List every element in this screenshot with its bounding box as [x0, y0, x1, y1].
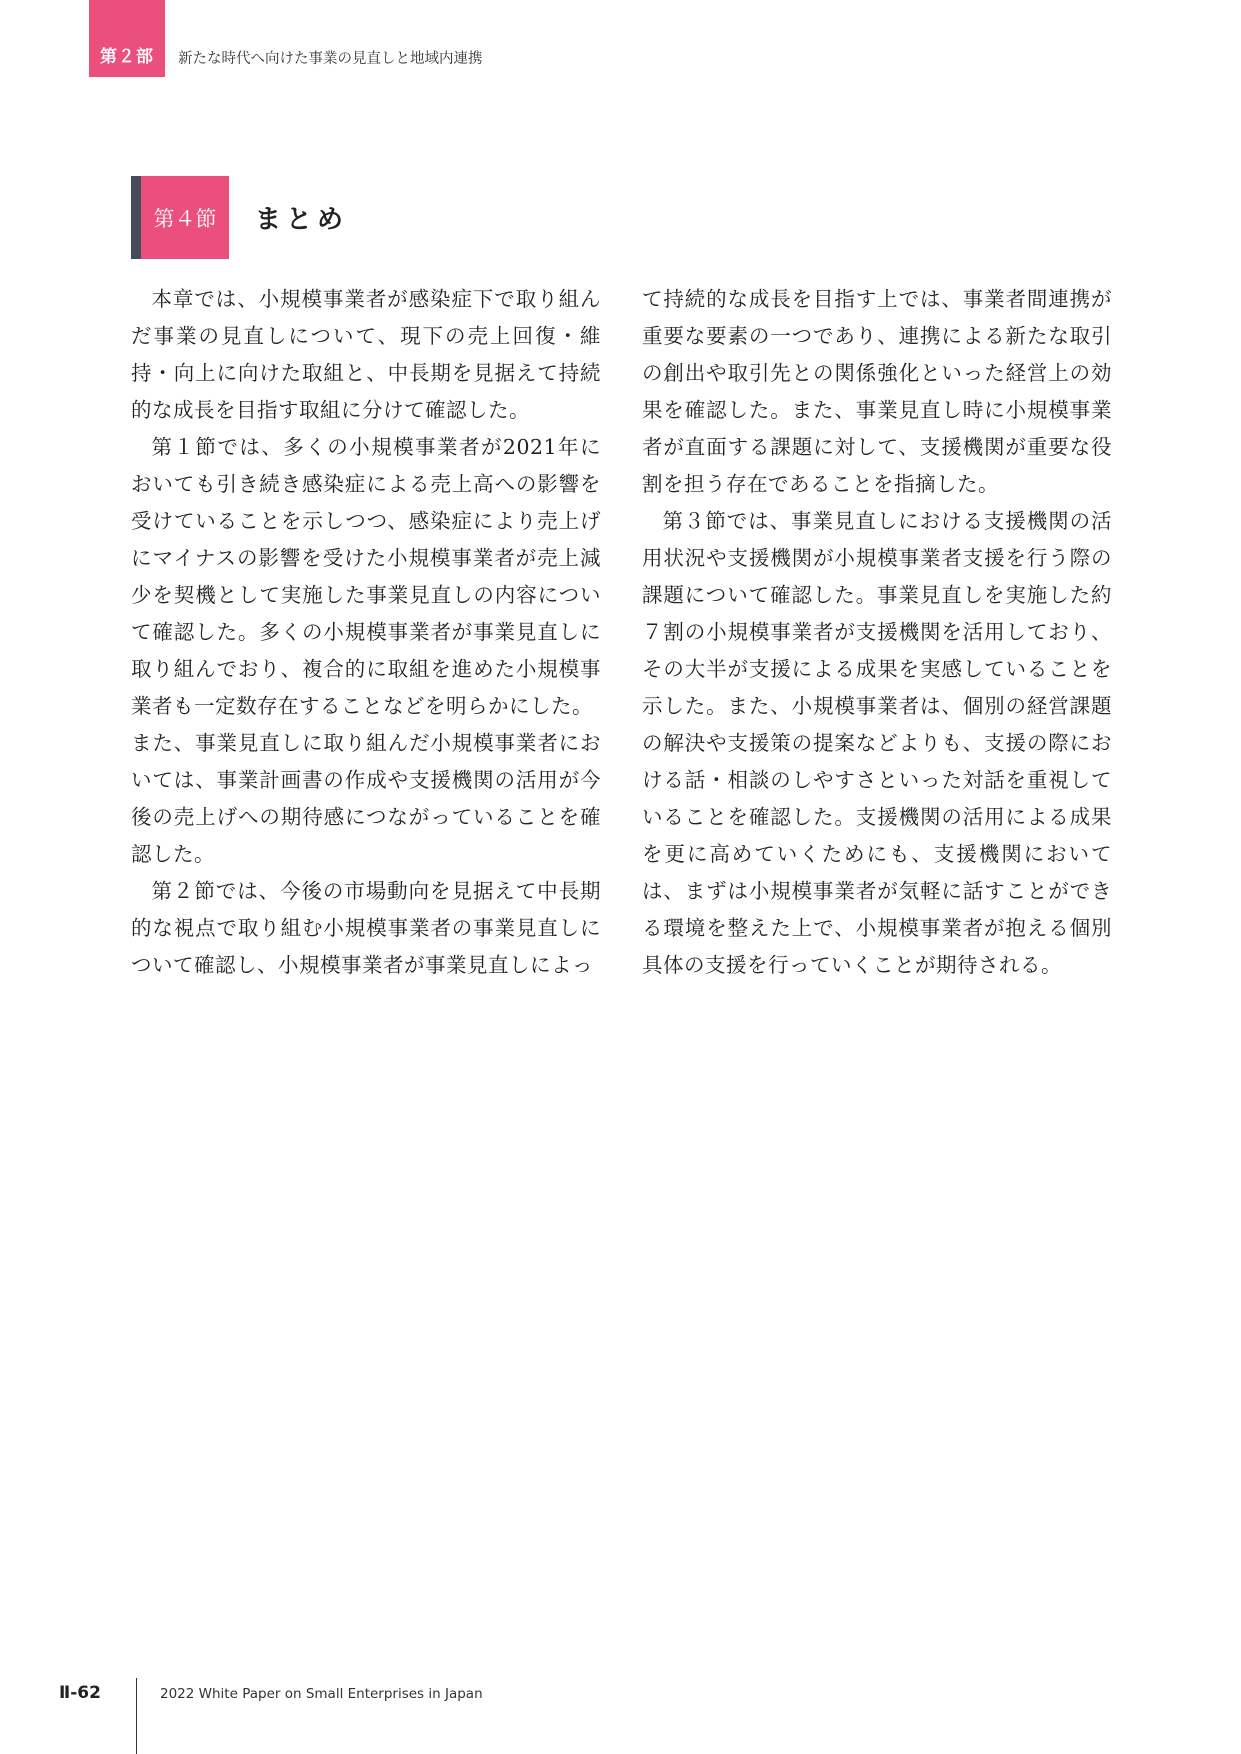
body-column-right: [642, 281, 1112, 984]
footer-divider: [136, 1678, 137, 1754]
paragraph: て持続的な成長を目指す上では、事業者間連携が重要な要素の一つであり、連携による新たな取引の創出や取引先との関係強化といった経営上の効果を確認した。また、事業見直し時に小規模事業者が直面する課題に対して、支援機関が重要な役割を担う存在であることを指摘した。: [642, 287, 1112, 496]
body-column-left: [131, 281, 601, 984]
paragraph: 本章では、小規模事業者が感染症下で取り組んだ事業の見直しについて、現下の売上回復・維持・向上に向けた取組と、中長期を見据えて持続的な成長を目指す取組に分けて確認した。: [131, 287, 601, 422]
section-title: まとめ: [255, 205, 349, 235]
section-bar: [131, 176, 141, 259]
part-label: 第２部: [100, 47, 154, 67]
paragraph: 第１節では、多くの小規模事業者が2021年においても引き続き感染症による売上高への影響を受けていることを示しつつ、感染症により売上げにマイナスの影響を受けた小規模事業者が売上減少を契機として実施した事業見直しの内容について確認した。多くの小規模事業者が事業見直しに取り組んでおり、複合的に取組を進めた小規模事業者も一定数存在することなどを明らかにした。: [131, 435, 601, 718]
section-label: 第４節: [141, 176, 229, 259]
section-heading: [131, 176, 348, 259]
part-title: 新たな時代へ向けた事業の見直しと地域内連携: [178, 51, 483, 67]
part-tab: [89, 0, 165, 77]
paragraph: 第３節では、事業見直しにおける支援機関の活用状況や支援機関が小規模事業者支援を行う際の課題について確認した。事業見直しを実施した約７割の小規模事業者が支援機関を活用しており、その大半が支援による成果を実感していることを示した。また、小規模事業者は、個別の経営課題の解決や支援策の提案などよりも、支援の際における話・相談のしやすさといった対話を重視していることを確認した。支援機関の活用による成果を更に高めていくためにも、支援機関においては、まずは小規模事業者が気軽に話すことができる環境を整えた上で、小規模事業者が抱える個別具体の支援を行っていくことが期待される。: [642, 509, 1112, 977]
paragraph: また、事業見直しに取り組んだ小規模事業者においては、事業計画書の作成や支援機関の活用が今後の売上げへの期待感につながっていることを確認した。: [131, 731, 601, 866]
publication-title: 2022 White Paper on Small Enterprises in Japan: [160, 1686, 483, 1702]
paragraph: 第２節では、今後の市場動向を見据えて中長期的な視点で取り組む小規模事業者の事業見直しについて確認し、小規模事業者が事業見直しによっ: [131, 879, 601, 977]
page-number: Ⅱ-62: [59, 1683, 101, 1703]
